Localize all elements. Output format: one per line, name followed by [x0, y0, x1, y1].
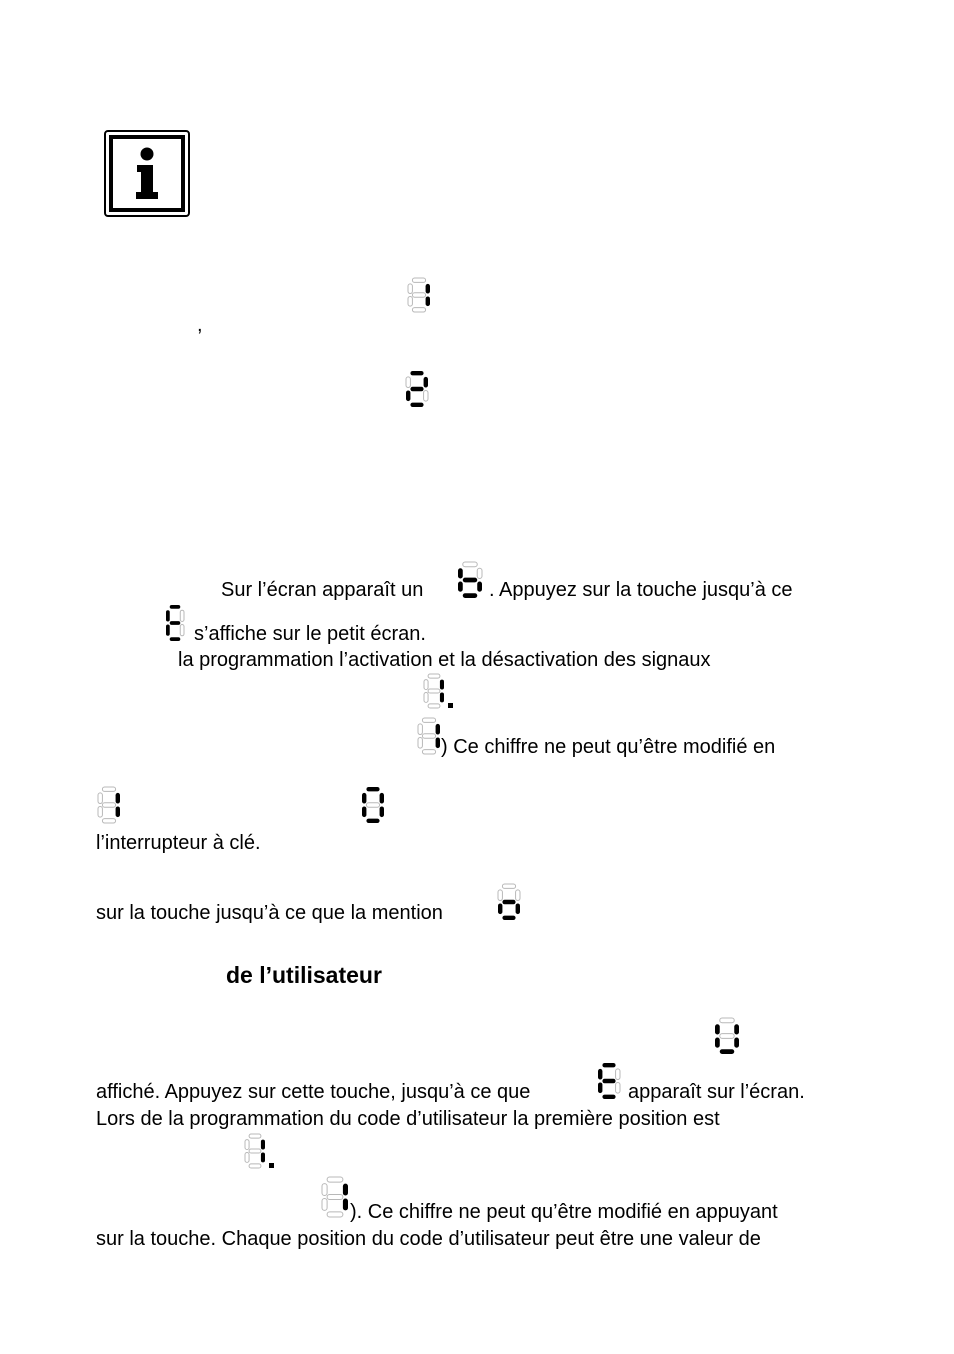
segment-e [458, 582, 463, 592]
segment-a [410, 371, 423, 375]
segment-b [516, 890, 520, 901]
segment-g [366, 803, 379, 807]
segment-g [422, 734, 435, 738]
segment-g [602, 1079, 615, 1083]
segment-d [602, 1095, 615, 1099]
segment-f [408, 284, 412, 294]
segment-f [715, 1024, 720, 1034]
segment-a [412, 278, 425, 282]
text-line-affiche: s’affiche sur le petit écran. [194, 623, 426, 645]
segment-e [406, 391, 410, 402]
seg-digit-1-b [416, 716, 442, 756]
seg-digit-1-dot-b [243, 1132, 275, 1170]
segment-b [424, 377, 428, 388]
segment-g [327, 1194, 343, 1199]
segment-c [440, 693, 444, 703]
segment-f [424, 680, 428, 690]
segment-c [261, 1153, 265, 1163]
segment-g [720, 1034, 734, 1039]
segment-dot [448, 703, 453, 708]
seg-digit-1-c [96, 785, 122, 825]
seg-digit-1-d [320, 1175, 350, 1219]
segment-a [463, 562, 477, 567]
seg-digit-2 [404, 369, 430, 409]
segment-c [424, 391, 428, 402]
segment-a [502, 884, 515, 888]
segment-f [458, 568, 463, 578]
segment-d [502, 916, 515, 920]
segment-c [436, 738, 440, 749]
segment-b [477, 568, 482, 578]
seg-letter-o [496, 882, 522, 922]
segment-e [418, 738, 422, 749]
segment-c [380, 807, 384, 818]
segment-a [102, 787, 115, 791]
segment-d [327, 1212, 343, 1217]
segment-g [170, 621, 181, 625]
segment-b [616, 1069, 620, 1080]
segment-e [498, 904, 502, 915]
segment-c [477, 582, 482, 592]
segment-d [170, 637, 181, 641]
segment-g [410, 387, 423, 391]
segment-a [170, 605, 181, 609]
segment-f [498, 890, 502, 901]
segment-a [327, 1177, 343, 1182]
segment-f [406, 377, 410, 388]
segment-c [516, 904, 520, 915]
segment-f [245, 1140, 249, 1150]
segment-c [116, 807, 120, 818]
segment-g [102, 803, 115, 807]
segment-c [734, 1038, 739, 1048]
comma-mark: , [197, 314, 203, 336]
segment-e [408, 297, 412, 307]
seg-digit-0 [360, 785, 386, 825]
segment-d [249, 1164, 261, 1168]
segment-f [166, 610, 170, 621]
text-line-interrupteur: l’interrupteur à clé. [96, 832, 261, 854]
seg-letter-e [164, 603, 186, 643]
segment-a [366, 787, 379, 791]
segment-b [426, 284, 430, 294]
segment-b [440, 680, 444, 690]
text-line-appuyez: . Appuyez sur la touche jusqu’à ce [489, 579, 793, 601]
info-icon [104, 130, 190, 217]
segment-b [436, 724, 440, 735]
section-heading: de l’utilisateur [226, 962, 382, 988]
segment-f [98, 793, 102, 804]
segment-g [428, 689, 440, 693]
text-line-programmation: la programmation l’activation et la désactivation des signaux [178, 649, 711, 671]
segment-c [616, 1083, 620, 1094]
seg-digit-1-dot [422, 672, 454, 710]
segment-f [418, 724, 422, 735]
segment-g [502, 900, 515, 904]
segment-f [322, 1184, 327, 1196]
seg-letter-e-b [596, 1061, 622, 1101]
seg-digit-1 [406, 276, 432, 314]
segment-c [180, 625, 184, 636]
segment-e [322, 1199, 327, 1211]
segment-b [261, 1140, 265, 1150]
text-line-touche: sur la touche. Chaque position du code d’utilisateur peut être une valeur de [96, 1228, 761, 1250]
segment-c [343, 1199, 348, 1211]
segment-d [428, 704, 440, 708]
segment-e [166, 625, 170, 636]
segment-f [598, 1069, 602, 1080]
segment-a [720, 1018, 734, 1023]
segment-e [245, 1153, 249, 1163]
text-line-lors: Lors de la programmation du code d’utilisateur la première position est [96, 1108, 720, 1130]
segment-c [426, 297, 430, 307]
segment-d [463, 593, 477, 598]
segment-b [343, 1184, 348, 1196]
segment-e [424, 693, 428, 703]
segment-b [116, 793, 120, 804]
segment-d [412, 308, 425, 312]
segment-a [422, 718, 435, 722]
seg-letter-b [456, 560, 484, 600]
seg-letter-u [713, 1016, 741, 1056]
segment-g [249, 1149, 261, 1153]
text-line-chiffre: ) Ce chiffre ne peut qu’être modifié en [441, 736, 776, 758]
segment-f [362, 793, 366, 804]
segment-b [380, 793, 384, 804]
segment-g [412, 293, 425, 297]
segment-d [410, 403, 423, 407]
segment-d [102, 819, 115, 823]
segment-a [249, 1134, 261, 1138]
text-line-ecran: Sur l’écran apparaît un [221, 579, 424, 601]
segment-e [598, 1083, 602, 1094]
text-line-apparait: apparaît sur l’écran. [628, 1081, 805, 1103]
segment-dot [269, 1163, 274, 1168]
segment-d [422, 750, 435, 754]
segment-b [734, 1024, 739, 1034]
text-line-chiffre-b: ). Ce chiffre ne peut qu’être modifié en appuyant [350, 1201, 778, 1223]
segment-d [720, 1049, 734, 1054]
segment-b [180, 610, 184, 621]
segment-e [715, 1038, 720, 1048]
segment-a [602, 1063, 615, 1067]
segment-e [362, 807, 366, 818]
text-line-affiche-b: affiché. Appuyez sur cette touche, jusqu’à ce que [96, 1081, 531, 1103]
segment-g [463, 578, 477, 583]
segment-d [366, 819, 379, 823]
text-line-mention: sur la touche jusqu’à ce que la mention [96, 902, 443, 924]
segment-e [98, 807, 102, 818]
segment-a [428, 674, 440, 678]
